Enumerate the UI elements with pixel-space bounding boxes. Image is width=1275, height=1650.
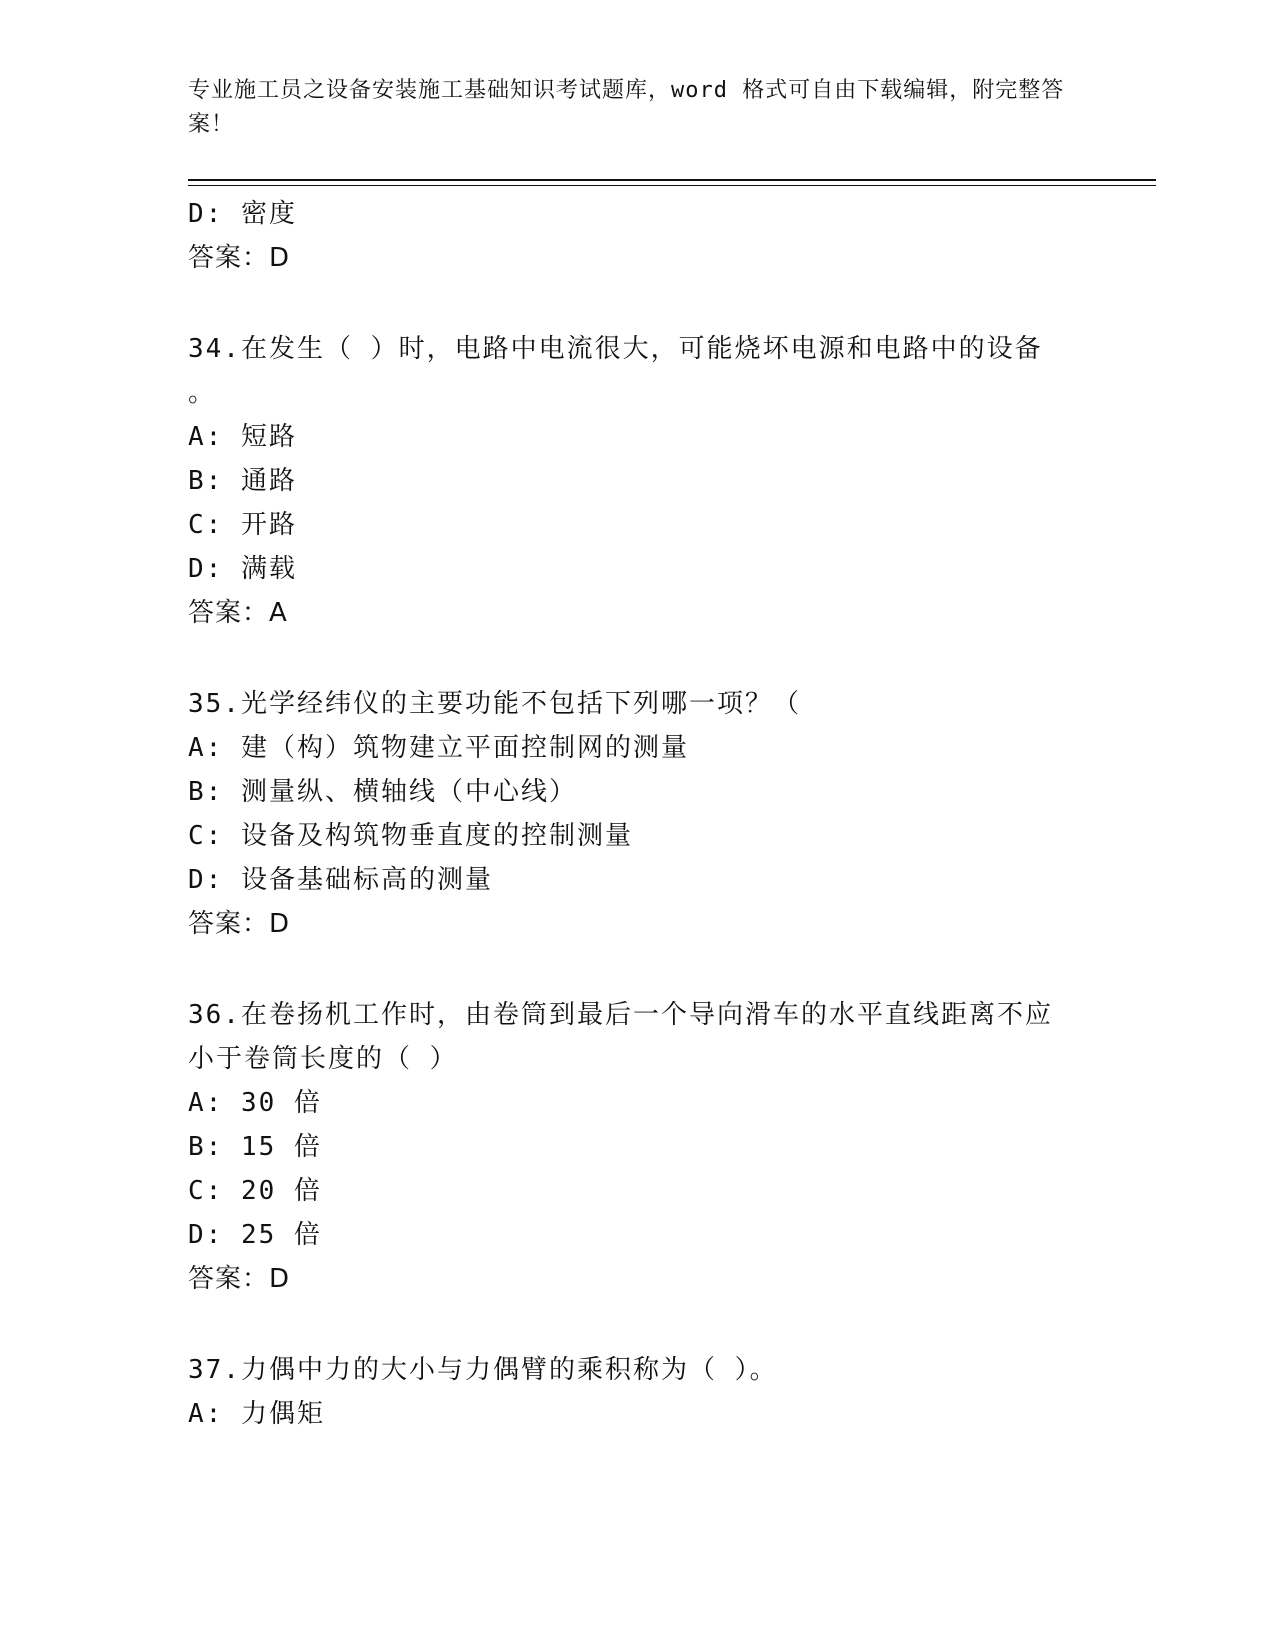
q34-option-b: B: 通路 xyxy=(188,466,297,496)
prev-option-d: D: 密度 xyxy=(188,199,297,229)
q34-option-d: D: 满载 xyxy=(188,554,297,584)
q36-answer: 答案：D xyxy=(188,1264,291,1294)
q34-text-line2: 。 xyxy=(188,378,217,408)
q35-option-a: A: 建（构）筑物建立平面控制网的测量 xyxy=(188,733,689,763)
q37-option-a: A: 力偶矩 xyxy=(188,1399,325,1429)
q36-option-d: D: 25 倍 xyxy=(188,1220,322,1250)
q37-text-line1: 37.力偶中力的大小与力偶臂的乘积称为（ ）。 xyxy=(188,1355,778,1385)
q34-option-c: C: 开路 xyxy=(188,510,297,540)
q35-option-c: C: 设备及构筑物垂直度的控制测量 xyxy=(188,821,633,851)
q36-text-line1: 36.在卷扬机工作时，由卷筒到最后一个导向滑车的水平直线距离不应 xyxy=(188,1000,1053,1030)
header-rule-thin xyxy=(188,185,1156,186)
q35-answer: 答案：D xyxy=(188,909,291,939)
header-rule-thick xyxy=(188,179,1156,181)
document-header: 专业施工员之设备安装施工基础知识考试题库，word 格式可自由下载编辑，附完整答案！ xyxy=(188,78,1065,137)
prev-answer: 答案：D xyxy=(188,243,291,273)
q35-text-line1: 35.光学经纬仪的主要功能不包括下列哪一项？（ xyxy=(188,689,801,719)
q35-option-b: B: 测量纵、横轴线（中心线） xyxy=(188,777,577,807)
q36-option-c: C: 20 倍 xyxy=(188,1176,322,1206)
q35-option-d: D: 设备基础标高的测量 xyxy=(188,865,493,895)
q34-answer: 答案：A xyxy=(188,598,288,628)
q36-option-a: A: 30 倍 xyxy=(188,1088,322,1118)
q36-text-line2: 小于卷筒长度的（ ） xyxy=(188,1044,458,1074)
q34-option-a: A: 短路 xyxy=(188,422,297,452)
q36-option-b: B: 15 倍 xyxy=(188,1132,322,1162)
q34-text-line1: 34.在发生（ ）时，电路中电流很大，可能烧坏电源和电路中的设备 xyxy=(188,334,1043,364)
